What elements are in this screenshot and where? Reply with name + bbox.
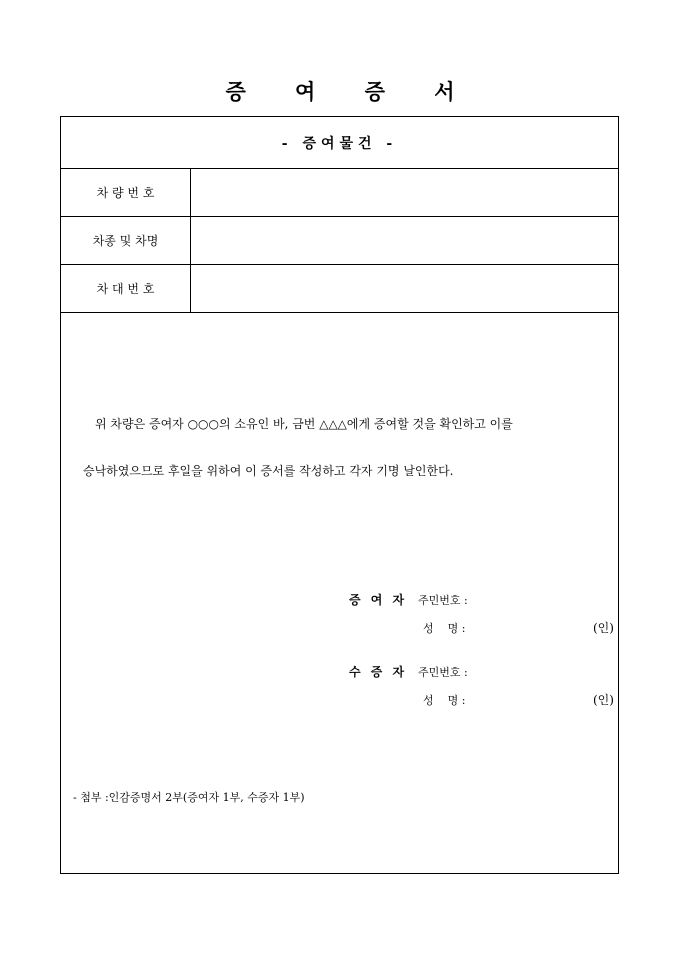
- donor-label: 증 여 자: [349, 593, 408, 607]
- field-row-plate-number: [61, 169, 618, 217]
- donor-name-label: 성 명 :: [423, 622, 466, 635]
- donee-name-label: 성 명 :: [423, 694, 466, 707]
- attachment-note: - 첨부 :인감증명서 2부(증여자 1부, 수증자 1부): [73, 791, 305, 804]
- donor-id-label: 주민번호 :: [418, 594, 468, 607]
- document-title: 증 여 증 서: [225, 79, 476, 104]
- field-label: 차 대 번 호: [61, 265, 191, 312]
- vehicle-model-field[interactable]: [192, 217, 618, 264]
- field-label: 차 량 번 호: [61, 169, 191, 216]
- donee-seal-mark: (인): [593, 693, 614, 707]
- field-label: 차종 및 차명: [61, 217, 191, 264]
- field-row-vehicle-model: [61, 217, 618, 265]
- donee-label: 수 증 자: [349, 665, 408, 679]
- donee-id-label: 주민번호 :: [418, 666, 468, 679]
- chassis-number-field[interactable]: [192, 265, 618, 312]
- field-row-chassis-number: [61, 265, 618, 313]
- body-text-line-1: 위 차량은 증여자 ○○○의 소유인 바, 금번 △△△에게 증여할 것을 확인하고 이를: [95, 417, 513, 431]
- section-heading: - 증여물건 -: [61, 117, 618, 169]
- donor-seal-mark: (인): [593, 621, 614, 635]
- deed-frame: [60, 116, 619, 874]
- plate-number-field[interactable]: [192, 169, 618, 216]
- body-text-line-2: 승낙하였으므로 후일을 위하여 이 증서를 작성하고 각자 기명 날인한다.: [83, 464, 454, 478]
